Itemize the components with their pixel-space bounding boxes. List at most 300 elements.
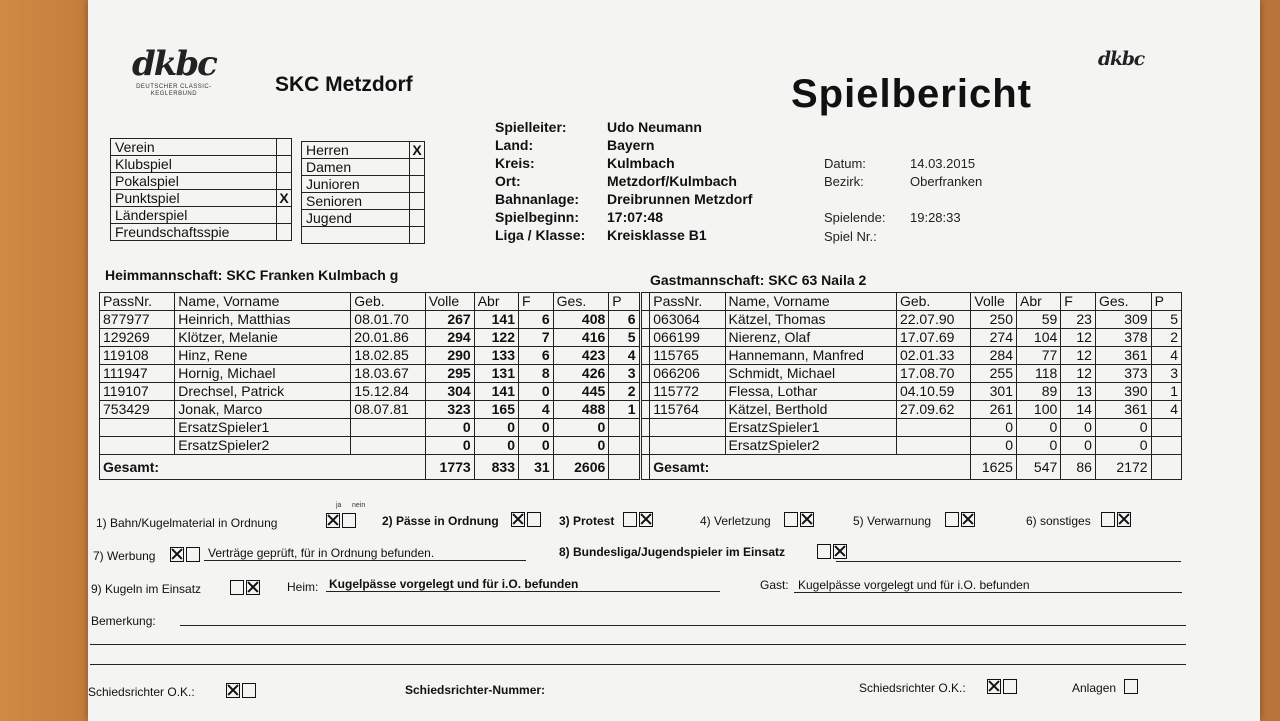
guest-total-abr: 547 [1016, 455, 1060, 480]
table-row [100, 383, 1182, 401]
home-player-name: Heinrich, Matthias [175, 311, 351, 329]
home-cell: 18.03.67 [351, 365, 425, 383]
guest-total-volle: 1625 [971, 455, 1017, 480]
guest-cell: 284 [971, 347, 1017, 365]
sr-ok-nein-checkbox[interactable] [242, 683, 256, 698]
info-label: Bahnanlage: [495, 191, 580, 207]
guest-cell [650, 419, 725, 437]
sr-ok-ja-checkbox[interactable] [226, 683, 240, 698]
home-player-name: Drechsel, Patrick [175, 383, 351, 401]
home-cell: 4 [519, 401, 554, 419]
guest-cell: 59 [1016, 311, 1060, 329]
home-col-header: Volle [425, 293, 474, 311]
home-total-p [609, 455, 640, 480]
guest-player-name: ErsatzSpieler2 [725, 437, 896, 455]
class-row [302, 142, 425, 159]
guest-cell: 77 [1016, 347, 1060, 365]
q5-checkboxes [943, 511, 975, 529]
gast-text: Kugelpässe vorgelegt und für i.O. befunden [798, 578, 1030, 592]
bemerkung-label: Bemerkung: [91, 614, 156, 628]
home-total-ges: 2606 [553, 455, 609, 480]
home-cell: 3 [609, 365, 640, 383]
datum-value: 14.03.2015 [910, 156, 976, 171]
class-check[interactable]: X [410, 142, 425, 159]
info-value: Bayern [607, 137, 655, 153]
heim-text: Kugelpässe vorgelegt und für i.O. befunden [329, 577, 579, 591]
home-player-name: Hinz, Rene [175, 347, 351, 365]
score-sheet [88, 0, 1260, 721]
table-row [100, 401, 1182, 419]
q9-label: 9) Kugeln im Einsatz [91, 582, 202, 596]
q4-checkboxes [782, 511, 814, 529]
info-value: Kreisklasse B1 [607, 227, 707, 243]
guest-cell: 23 [1061, 311, 1096, 329]
guest-cell: 0 [971, 437, 1017, 455]
home-cell: 0 [553, 419, 609, 437]
home-cell: 408 [553, 311, 609, 329]
class-row [302, 176, 425, 193]
class-row [302, 227, 425, 244]
home-player-name: Klötzer, Melanie [175, 329, 351, 347]
home-col-header: Name, Vorname [175, 293, 351, 311]
q2-label: 2) Pässe in Ordnung [382, 514, 499, 528]
home-cell: 0 [425, 419, 474, 437]
guest-cell: 301 [971, 383, 1017, 401]
guest-player-name: Kätzel, Thomas [725, 311, 896, 329]
q3-ja-checkbox[interactable] [623, 512, 637, 527]
home-cell: 445 [553, 383, 609, 401]
q2-checkboxes [509, 511, 541, 529]
home-col-header: F [519, 293, 554, 311]
class-label: Herren [302, 142, 410, 159]
sr-nr-label: Schiedsrichter-Nummer: [405, 683, 546, 697]
info-label: Ort: [495, 173, 521, 189]
home-cell: 426 [553, 365, 609, 383]
guest-cell: 0 [971, 419, 1017, 437]
table-row [100, 311, 1182, 329]
q7-ja-checkbox[interactable] [170, 547, 184, 562]
guest-cell: 261 [971, 401, 1017, 419]
q9-checkboxes [228, 579, 260, 597]
ja-label: ja [336, 502, 342, 509]
home-cell: 08.07.81 [351, 401, 425, 419]
team-separator [640, 329, 650, 347]
guest-cell: 361 [1095, 401, 1151, 419]
q5-ja-checkbox[interactable] [945, 512, 959, 527]
class-label: Junioren [302, 176, 410, 193]
datum-label: Datum: [824, 156, 866, 171]
guest-cell: 13 [1061, 383, 1096, 401]
anlagen-checkbox-wrap [1122, 678, 1138, 696]
sr-ok2-ja-checkbox[interactable] [987, 679, 1001, 694]
guest-cell: 066206 [650, 365, 725, 383]
q1-nein-checkbox[interactable] [342, 513, 356, 528]
q3-label: 3) Protest [559, 514, 615, 528]
match-type-check[interactable]: X [277, 190, 292, 207]
home-cell [351, 419, 425, 437]
heim-label: Heim: [287, 580, 319, 594]
match-type-label: Länderspiel [111, 207, 277, 224]
q7-label: 7) Werbung [93, 549, 156, 563]
class-label: Damen [302, 159, 410, 176]
home-total-label: Gesamt: [100, 455, 426, 480]
team-separator [640, 401, 650, 419]
guest-cell: 373 [1095, 365, 1151, 383]
q3-checkboxes [621, 511, 653, 529]
match-type-check[interactable] [277, 207, 292, 224]
home-cell: 7 [519, 329, 554, 347]
q5-label: 5) Verwarnung [853, 514, 932, 528]
guest-cell: 1 [1151, 383, 1181, 401]
home-cell: 0 [519, 419, 554, 437]
guest-cell: 22.07.90 [896, 311, 970, 329]
match-type-label: Verein [111, 139, 277, 156]
class-row [302, 210, 425, 227]
home-cell: 129269 [100, 329, 175, 347]
guest-cell: 115765 [650, 347, 725, 365]
logo-sub-1: DEUTSCHER CLASSIC- [136, 84, 212, 90]
guest-cell: 250 [971, 311, 1017, 329]
class-row [302, 159, 425, 176]
home-cell [100, 437, 175, 455]
home-cell: 8 [519, 365, 554, 383]
table-row [100, 347, 1182, 365]
match-type-label: Freundschaftsspie [111, 224, 277, 241]
info-label: Kreis: [495, 155, 535, 171]
team-separator [640, 437, 650, 455]
guest-cell: 12 [1061, 347, 1096, 365]
home-cell [100, 419, 175, 437]
guest-player-name: Flessa, Lothar [725, 383, 896, 401]
home-cell: 122 [474, 329, 518, 347]
info-value: Dreibrunnen Metzdorf [607, 191, 753, 207]
info-label: Liga / Klasse: [495, 227, 586, 243]
q4-label: 4) Verletzung [700, 514, 771, 528]
sr-ok-label: Schiedsrichter O.K.: [88, 685, 195, 699]
home-cell: 15.12.84 [351, 383, 425, 401]
q4-nein-checkbox[interactable] [800, 512, 814, 527]
table-row [100, 365, 1182, 383]
guest-cell: 309 [1095, 311, 1151, 329]
match-type-row [111, 173, 292, 190]
guest-cell: 04.10.59 [896, 383, 970, 401]
home-cell: 295 [425, 365, 474, 383]
info-value: Kulmbach [607, 155, 675, 171]
q1-label: 1) Bahn/Kugelmaterial in Ordnung [96, 516, 278, 530]
q5-nein-checkbox[interactable] [961, 512, 975, 527]
spielende-value: 19:28:33 [910, 210, 961, 225]
class-label: Senioren [302, 193, 410, 210]
guest-cell [650, 437, 725, 455]
match-type-row [111, 207, 292, 224]
home-cell: 294 [425, 329, 474, 347]
class-label [302, 227, 410, 244]
guest-cell [1151, 437, 1181, 455]
doc-title: Spielbericht [791, 72, 1032, 116]
guest-cell: 27.09.62 [896, 401, 970, 419]
team-separator [640, 347, 650, 365]
home-cell: 6 [609, 311, 640, 329]
q7-nein-checkbox[interactable] [186, 547, 200, 562]
q2-ja-checkbox[interactable] [511, 512, 525, 527]
home-cell: 20.01.86 [351, 329, 425, 347]
guest-player-name: Schmidt, Michael [725, 365, 896, 383]
guest-cell: 100 [1016, 401, 1060, 419]
guest-cell: 5 [1151, 311, 1181, 329]
guest-col-header: Name, Vorname [725, 293, 896, 311]
table-row [100, 419, 1182, 437]
guest-cell [896, 419, 970, 437]
home-cell: 18.02.85 [351, 347, 425, 365]
guest-cell: 255 [971, 365, 1017, 383]
class-check[interactable] [410, 227, 425, 244]
match-type-row [111, 156, 292, 173]
info-value: Udo Neumann [607, 119, 702, 135]
home-col-header: Ges. [553, 293, 609, 311]
home-cell: 4 [609, 347, 640, 365]
home-col-header: Geb. [351, 293, 425, 311]
home-cell: 0 [474, 419, 518, 437]
spiel-nr-label: Spiel Nr.: [824, 229, 877, 244]
spielende-label: Spielende: [824, 210, 886, 225]
home-cell [351, 437, 425, 455]
dkbc-logo-small [1098, 48, 1144, 70]
home-cell: 08.01.70 [351, 311, 425, 329]
guest-player-name: Nierenz, Olaf [725, 329, 896, 347]
home-cell: 0 [474, 437, 518, 455]
guest-cell: 02.01.33 [896, 347, 970, 365]
guest-cell: 4 [1151, 401, 1181, 419]
home-cell: 131 [474, 365, 518, 383]
home-cell: 488 [553, 401, 609, 419]
q3-nein-checkbox[interactable] [639, 512, 653, 527]
q8-ja-checkbox[interactable] [817, 544, 831, 559]
heim-team-label: Heimmannschaft: SKC Franken Kulmbach g [105, 267, 399, 283]
guest-col-header: F [1061, 293, 1096, 311]
guest-total-label: Gesamt: [650, 455, 971, 480]
info-value: Metzdorf/Kulmbach [607, 173, 737, 189]
bezirk-label: Bezirk: [824, 174, 864, 189]
match-type-row [111, 190, 292, 207]
q8-label: 8) Bundesliga/Jugendspieler im Einsatz [559, 545, 786, 559]
home-col-header: Abr [474, 293, 518, 311]
home-cell: 423 [553, 347, 609, 365]
guest-cell: 115772 [650, 383, 725, 401]
home-cell: 290 [425, 347, 474, 365]
anlagen-checkbox[interactable] [1124, 679, 1138, 694]
bemerkung-line-2[interactable] [90, 630, 1186, 645]
sr-ok2-nein-checkbox[interactable] [1003, 679, 1017, 694]
info-label: Spielbeginn: [495, 209, 579, 225]
info-label: Land: [495, 137, 534, 153]
match-type-label: Pokalspiel [111, 173, 277, 190]
home-cell: 6 [519, 311, 554, 329]
guest-cell: 14 [1061, 401, 1096, 419]
home-cell: 0 [519, 383, 554, 401]
guest-cell: 378 [1095, 329, 1151, 347]
home-cell: 2 [609, 383, 640, 401]
guest-col-header: Geb. [896, 293, 970, 311]
home-player-name: Jonak, Marco [175, 401, 351, 419]
home-cell: 304 [425, 383, 474, 401]
q6-label: 6) sonstiges [1026, 514, 1091, 528]
sr-ok-checkboxes [224, 682, 256, 700]
team-separator [640, 365, 650, 383]
home-cell: 119108 [100, 347, 175, 365]
info-label: Spielleiter: [495, 119, 567, 135]
home-col-header: P [609, 293, 640, 311]
q1-checkboxes [324, 502, 366, 530]
home-cell: 0 [519, 437, 554, 455]
class-check[interactable] [410, 176, 425, 193]
team-separator [640, 293, 650, 311]
gast-label: Gast: [760, 578, 789, 592]
match-type-box [110, 138, 292, 241]
guest-player-name: ErsatzSpieler1 [725, 419, 896, 437]
home-cell: 5 [609, 329, 640, 347]
guest-cell: 0 [1061, 437, 1096, 455]
logo-sub-2: KEGLERBUND [150, 91, 198, 97]
guest-total-p [1151, 455, 1181, 480]
team-separator [640, 311, 650, 329]
guest-cell: 17.08.70 [896, 365, 970, 383]
club-name: SKC Metzdorf [275, 73, 413, 96]
anlagen-label: Anlagen [1072, 681, 1117, 695]
home-player-name: ErsatzSpieler2 [175, 437, 351, 455]
home-cell: 111947 [100, 365, 175, 383]
guest-cell: 12 [1061, 365, 1096, 383]
match-type-row [111, 139, 292, 156]
guest-col-header: Abr [1016, 293, 1060, 311]
guest-cell: 17.07.69 [896, 329, 970, 347]
home-total-f: 31 [519, 455, 554, 480]
guest-cell: 361 [1095, 347, 1151, 365]
guest-cell [1151, 419, 1181, 437]
sr-ok2-label: Schiedsrichter O.K.: [859, 681, 966, 695]
class-label: Jugend [302, 210, 410, 227]
home-player-name: ErsatzSpieler1 [175, 419, 351, 437]
team-separator [640, 419, 650, 437]
class-check[interactable] [410, 159, 425, 176]
q1-ja-checkbox[interactable] [326, 513, 340, 528]
match-type-check[interactable] [277, 156, 292, 173]
sr-ok2-checkboxes [985, 678, 1017, 696]
match-type-check[interactable] [277, 139, 292, 156]
guest-cell: 390 [1095, 383, 1151, 401]
home-player-name: Hornig, Michael [175, 365, 351, 383]
home-cell [609, 437, 640, 455]
guest-cell [896, 437, 970, 455]
match-type-check[interactable] [277, 173, 292, 190]
guest-cell: 104 [1016, 329, 1060, 347]
home-cell: 323 [425, 401, 474, 419]
guest-cell: 12 [1061, 329, 1096, 347]
bemerkung-line-1[interactable] [180, 611, 1186, 626]
match-type-check[interactable] [277, 224, 292, 241]
home-cell: 267 [425, 311, 474, 329]
home-cell: 753429 [100, 401, 175, 419]
home-cell: 165 [474, 401, 518, 419]
home-cell [609, 419, 640, 437]
gast-team-label: Gastmannschaft: SKC 63 Naila 2 [650, 272, 867, 288]
home-cell: 416 [553, 329, 609, 347]
match-type-label: Klubspiel [111, 156, 277, 173]
info-labels [495, 118, 585, 244]
guest-player-name: Hannemann, Manfred [725, 347, 896, 365]
guest-col-header: P [1151, 293, 1181, 311]
bemerkung-line-3[interactable] [90, 650, 1186, 665]
class-check[interactable] [410, 210, 425, 227]
home-cell: 0 [425, 437, 474, 455]
guest-cell: 115764 [650, 401, 725, 419]
guest-col-header: Volle [971, 293, 1017, 311]
home-cell: 0 [553, 437, 609, 455]
q2-nein-checkbox[interactable] [527, 512, 541, 527]
class-row [302, 193, 425, 210]
q7-text: Verträge geprüft, für in Ordnung befunden. [208, 546, 435, 560]
q8-line [836, 545, 1181, 562]
guest-player-name: Kätzel, Berthold [725, 401, 896, 419]
table-row [100, 437, 1182, 455]
total-row [100, 455, 1182, 480]
q7-checkboxes [168, 546, 200, 564]
guest-cell: 0 [1061, 419, 1096, 437]
class-box [301, 141, 425, 244]
info-values [607, 118, 752, 244]
guest-cell: 0 [1016, 437, 1060, 455]
bezirk-value: Oberfranken [910, 174, 983, 189]
guest-total-ges: 2172 [1095, 455, 1151, 480]
guest-cell: 89 [1016, 383, 1060, 401]
q4-ja-checkbox[interactable] [784, 512, 798, 527]
guest-cell: 274 [971, 329, 1017, 347]
guest-cell: 066199 [650, 329, 725, 347]
q9-ja-checkbox[interactable] [230, 580, 244, 595]
guest-cell: 4 [1151, 347, 1181, 365]
home-col-header: PassNr. [100, 293, 175, 311]
info-value: 17:07:48 [607, 209, 664, 225]
team-separator [640, 383, 650, 401]
guest-cell: 3 [1151, 365, 1181, 383]
team-separator [640, 455, 650, 480]
guest-cell: 118 [1016, 365, 1060, 383]
guest-col-header: PassNr. [650, 293, 725, 311]
home-cell: 1 [609, 401, 640, 419]
class-check[interactable] [410, 193, 425, 210]
home-total-abr: 833 [474, 455, 518, 480]
home-cell: 877977 [100, 311, 175, 329]
guest-cell: 063064 [650, 311, 725, 329]
guest-total-f: 86 [1061, 455, 1096, 480]
q6-checkboxes [1099, 511, 1131, 529]
q9-nein-checkbox[interactable] [246, 580, 260, 595]
match-type-row [111, 224, 292, 241]
q6-ja-checkbox[interactable] [1101, 512, 1115, 527]
table-row [100, 329, 1182, 347]
home-total-volle: 1773 [425, 455, 474, 480]
home-cell: 141 [474, 383, 518, 401]
nein-label: nein [352, 502, 366, 509]
home-cell: 133 [474, 347, 518, 365]
guest-cell: 2 [1151, 329, 1181, 347]
logo-mark-small: dkbc [1098, 48, 1145, 70]
home-cell: 141 [474, 311, 518, 329]
q6-nein-checkbox[interactable] [1117, 512, 1131, 527]
match-type-label: Punktspiel [111, 190, 277, 207]
guest-col-header: Ges. [1095, 293, 1151, 311]
home-cell: 119107 [100, 383, 175, 401]
guest-cell: 0 [1095, 419, 1151, 437]
